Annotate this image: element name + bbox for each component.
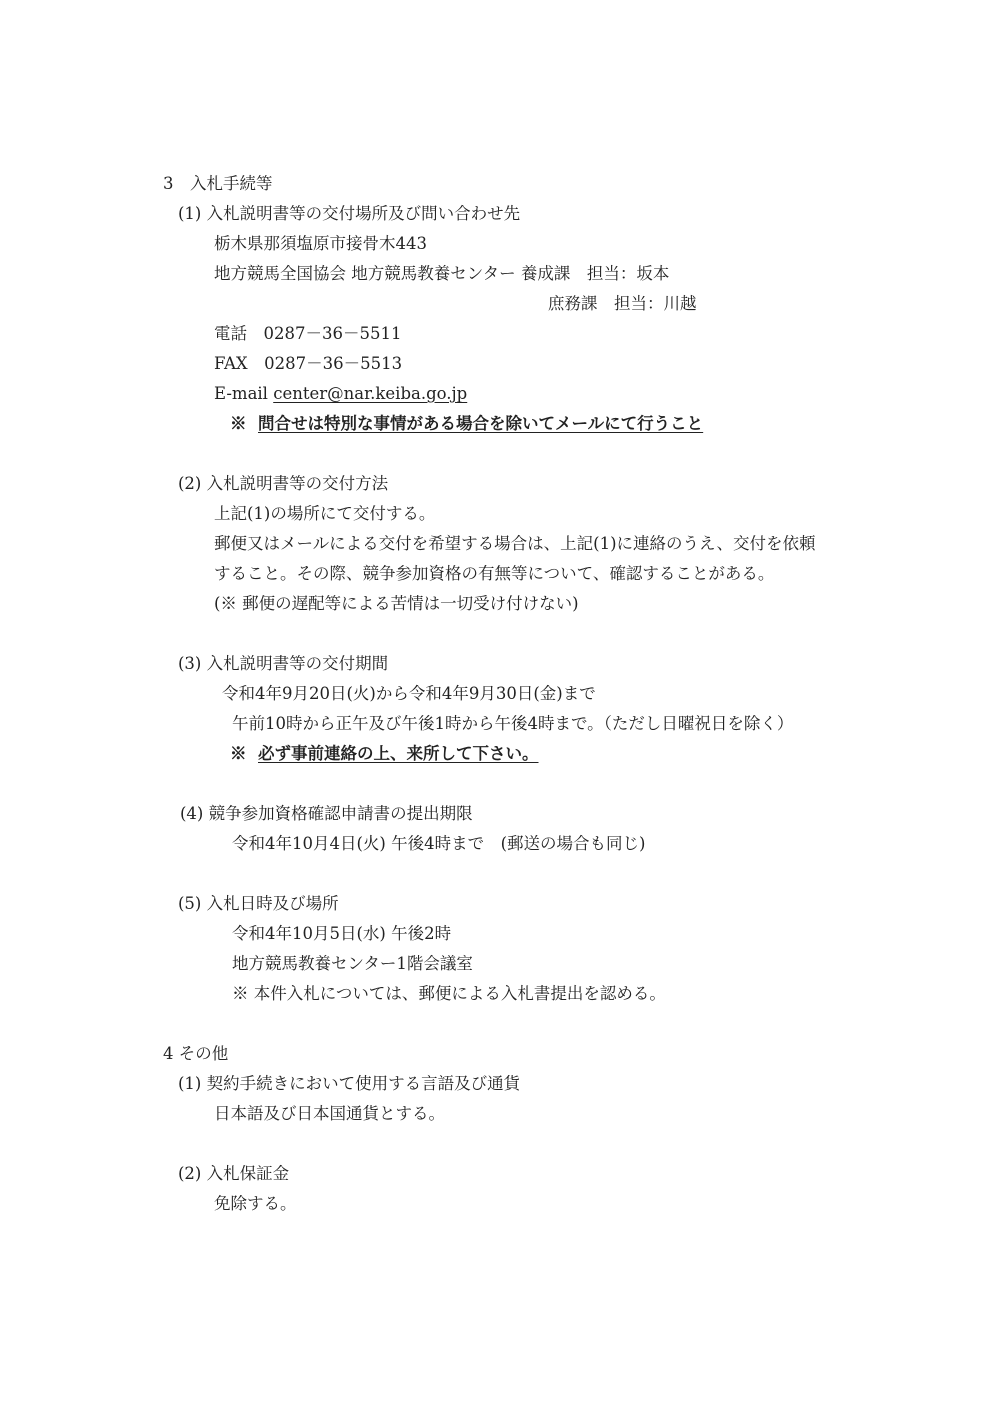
inquiry-note [230, 414, 703, 434]
email-line [214, 384, 467, 404]
fax-number: FAX 0287－36－5513 [214, 354, 403, 373]
organization-line: 地方競馬全国協会 地方競馬教養センター 養成課 担当：坂本 [214, 264, 670, 283]
advance-contact-note [230, 744, 539, 764]
delivery-line-4: (※ 郵便の遅配等による苦情は一切受け付けない) [214, 594, 579, 613]
delivery-line-1: 上記(1)の場所にて交付する。 [214, 504, 436, 523]
subsection-3-3-heading: (3) 入札説明書等の交付期間 [178, 654, 389, 673]
advance-contact-note-text: 必ず事前連絡の上、来所して下さい。 [258, 744, 539, 763]
subsection-3-1-heading: (1) 入札説明書等の交付場所及び問い合わせ先 [178, 204, 521, 223]
subsection-4-2-heading: (2) 入札保証金 [178, 1164, 290, 1183]
application-deadline: 令和4年10月4日(火) 午後4時まで (郵送の場合も同じ) [232, 834, 646, 853]
bid-location: 地方競馬教養センター1階会議室 [232, 954, 473, 973]
contact-general-affairs: 庶務課 担当：川越 [548, 294, 697, 313]
language-currency: 日本語及び日本国通貨とする。 [214, 1104, 445, 1123]
subsection-3-4-heading: (4) 競争参加資格確認申請書の提出期限 [180, 804, 473, 823]
email-label: E-mail [214, 384, 274, 403]
subsection-3-5-heading: (5) 入札日時及び場所 [178, 894, 339, 913]
delivery-line-2: 郵便又はメールによる交付を希望する場合は、上記(1)に連絡のうえ、交付を依頼 [214, 534, 816, 553]
section-3-heading: 3 入札手続等 [163, 174, 273, 193]
delivery-line-3: すること。その際、競争参加資格の有無等について、確認することがある。 [214, 564, 775, 583]
bid-datetime: 令和4年10月5日(水) 午後2時 [232, 924, 452, 943]
subsection-4-1-heading: (1) 契約手続きにおいて使用する言語及び通貨 [178, 1074, 521, 1093]
bid-bond-exempt: 免除する。 [214, 1194, 297, 1213]
phone-number: 電話 0287－36－5511 [214, 324, 402, 343]
email-link[interactable]: center@nar.keiba.go.jp [273, 384, 468, 403]
delivery-period-hours: 午前10時から正午及び午後1時から午後4時まで。（ただし日曜祝日を除く） [232, 714, 794, 733]
bid-mail-note: ※ 本件入札については、郵便による入札書提出を認める。 [232, 984, 666, 1003]
address: 栃木県那須塩原市接骨木443 [214, 234, 427, 253]
delivery-period-dates: 令和4年9月20日(火)から令和4年9月30日(金)まで [222, 684, 596, 703]
note-mark: ※ [230, 744, 247, 763]
subsection-3-2-heading: (2) 入札説明書等の交付方法 [178, 474, 389, 493]
note-mark: ※ [230, 414, 247, 433]
inquiry-note-text: 問合せは特別な事情がある場合を除いてメールにて行うこと [258, 414, 704, 433]
section-4-heading: 4 その他 [163, 1044, 229, 1063]
